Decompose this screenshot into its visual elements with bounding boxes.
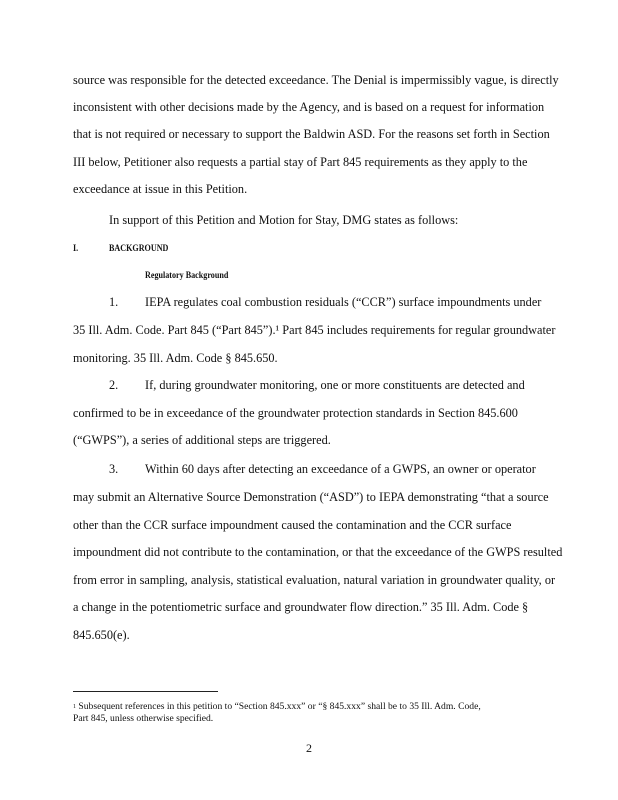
body-line: source was responsible for the detected exceedance. The Denial is impermissibly vague, is directly [73, 73, 559, 87]
paragraph-number: 3. [109, 462, 119, 476]
paragraph-text: Within 60 days after detecting an exceedance of a GWPS, an owner or operator [145, 462, 536, 476]
paragraph-text: IEPA regulates coal combustion residuals (“CCR”) surface impoundments under [145, 295, 542, 309]
paragraph-3-line: a change in the potentiometric surface and groundwater flow direction.” 35 Ill. Adm. Code § [73, 600, 529, 614]
paragraph-3-first-line [109, 461, 536, 477]
section-number: I. [73, 243, 79, 253]
support-statement: In support of this Petition and Motion for Stay, DMG states as follows: [109, 213, 459, 227]
paragraph-1-first-line [109, 294, 541, 310]
paragraph-1-line: 35 Ill. Adm. Code. Part 845 (“Part 845”).¹ Part 845 includes requirements for regular groundwater [73, 323, 556, 337]
footnote-line: Part 845, unless otherwise specified. [73, 713, 214, 724]
paragraph-3-line: other than the CCR surface impoundment caused the contamination and the CCR surface [73, 518, 512, 532]
body-line: III below, Petitioner also requests a partial stay of Part 845 requirements as they apply to the [73, 155, 528, 169]
page-number: 2 [306, 741, 312, 755]
paragraph-number: 1. [109, 295, 119, 309]
paragraph-2-line: (“GWPS”), a series of additional steps are triggered. [73, 433, 331, 447]
paragraph-3-line: from error in sampling, analysis, statistical evaluation, natural variation in groundwater quality, or [73, 573, 556, 587]
section-heading: BACKGROUND [109, 243, 169, 253]
paragraph-3-line: impoundment did not contribute to the contamination, or that the exceedance of the GWPS resulted [73, 545, 563, 559]
paragraph-1-line: monitoring. 35 Ill. Adm. Code § 845.650. [73, 351, 278, 365]
paragraph-number: 2. [109, 378, 119, 392]
body-line: exceedance at issue in this Petition. [73, 182, 248, 196]
paragraph-2-line: confirmed to be in exceedance of the groundwater protection standards in Section 845.600 [73, 406, 518, 420]
footnote-line [73, 701, 481, 713]
body-line: inconsistent with other decisions made by the Agency, and is based on a request for information [73, 100, 545, 114]
footnote-separator [73, 691, 218, 692]
paragraph-text: If, during groundwater monitoring, one or more constituents are detected and [145, 378, 525, 392]
subheading: Regulatory Background [145, 270, 229, 280]
body-line: that is not required or necessary to support the Baldwin ASD. For the reasons set forth in Section [73, 127, 550, 141]
paragraph-2-first-line [109, 377, 525, 393]
footnote-text: Subsequent references in this petition to “Section 845.xxx” or “§ 845.xxx” shall be to 35 Ill. Adm. Code, [78, 701, 481, 712]
footnote-marker: 1 [73, 704, 76, 710]
paragraph-3-line: 845.650(e). [73, 628, 130, 642]
paragraph-3-line: may submit an Alternative Source Demonstration (“ASD”) to IEPA demonstrating “that a source [73, 490, 549, 504]
